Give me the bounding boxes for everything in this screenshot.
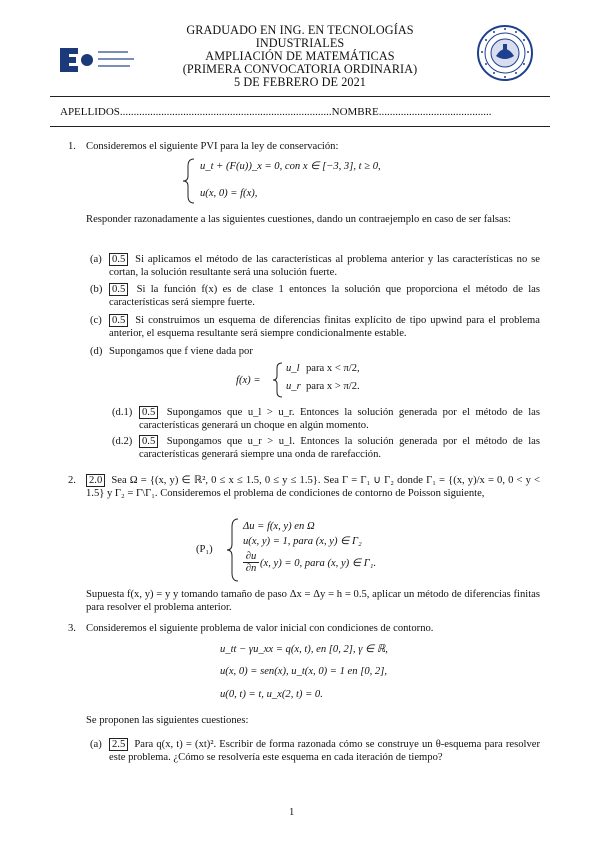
- q2-brace: [226, 518, 240, 582]
- q1a-points: 0.5: [109, 253, 128, 266]
- q1c-text: Si construimos un esquema de diferencias finitas explícito de tipo upwind para el problema anterior, el esquema resultante será siempre condicionalmente estable.: [109, 315, 540, 339]
- q2-dudn-numerator: ∂u: [243, 551, 259, 563]
- header-degree: GRADUADO EN ING. EN TECNOLOGÍAS INDUSTRIALES: [186, 23, 414, 50]
- q1d-case1-condition: para x < π/2,: [306, 363, 360, 374]
- q1b-points: 0.5: [109, 283, 128, 296]
- q1d1-item: [139, 406, 540, 432]
- q1d-f-lhs: f(x) =: [236, 375, 261, 386]
- q3-propose: Se proponen las siguientes cuestiones:: [86, 715, 249, 726]
- q1d2-label: (d.2): [112, 436, 133, 447]
- q1d2-item: [139, 435, 540, 461]
- school-logo: [60, 44, 150, 76]
- q1d-brace: [272, 362, 284, 398]
- q2-problem-label: (P₁): [196, 544, 213, 555]
- q1-intro: Consideremos el siguiente PVI para la ley de conservación:: [86, 141, 339, 152]
- q1d1-text: Supongamos que u_l > u_r. Entonces la solución generada por el método de las características generará un choque en algún momento.: [139, 407, 540, 431]
- q2-number: 2.: [68, 475, 76, 486]
- q1d1-label: (d.1): [112, 407, 133, 418]
- q1a-label: (a): [90, 254, 102, 265]
- university-seal: [476, 24, 534, 82]
- bottom-rule: [50, 126, 550, 127]
- q1d-text: Supongamos que f viene dada por: [109, 346, 253, 357]
- q1b-label: (b): [90, 284, 103, 295]
- q2-equation-dirichlet: u(x, y) = 1, para (x, y) ∈ Γ₂: [243, 536, 362, 547]
- top-rule: [50, 96, 550, 97]
- q2-normal-derivative: [243, 551, 259, 574]
- q2-text: Sea Ω = {(x, y) ∈ ℝ², 0 ≤ x ≤ 1.5, 0 ≤ y ≤ 1.5}. Sea Γ = Γ₁ ∪ Γ₂ donde Γ₁ = {(x, y)/x = 0, 0 < y < 1.5} y Γ₂ = Γ\Γ₁. Consideremos el problema de condiciones de contorno de Poisson siguiente,: [86, 475, 540, 499]
- q2-equation-neumann: (x, y) = 0, para (x, y) ∈ Γ₁.: [260, 558, 377, 569]
- header-date: 5 DE FEBRERO DE 2021: [233, 75, 366, 89]
- q1d2-points: 0.5: [139, 435, 158, 448]
- q3a-points: 2.5: [109, 738, 128, 751]
- q3a-label: (a): [90, 739, 102, 750]
- q3-equation-initial: u(x, 0) = sen(x), u_t(x, 0) = 1 en [0, 2],: [220, 666, 387, 677]
- q1-brace: [182, 158, 196, 204]
- q1c-points: 0.5: [109, 314, 128, 327]
- q1d2-text: Supongamos que u_r > u_l. Entonces la solución generada por el método de las características generará siempre una onda de rarefacción.: [139, 436, 540, 460]
- name-fields: APELLIDOS.............................................................................NOMBRE.........................................: [60, 106, 492, 118]
- q1d-case2-value: u_r: [286, 381, 301, 392]
- q2-dudn-denominator: ∂n: [245, 563, 257, 574]
- q1d-case1-value: u_l: [286, 363, 300, 374]
- q3-equation-wave: u_tt − γu_xx = q(x, t), en [0, 2], γ ∈ ℝ,: [220, 644, 388, 655]
- q1-instructions: Responder razonadamente a las siguientes cuestiones, dando un contraejemplo en caso de ser falsas:: [86, 214, 511, 225]
- q3-intro: Consideremos el siguiente problema de valor inicial con condiciones de contorno.: [86, 623, 434, 634]
- q2-task: Supuesta f(x, y) = y y tomando tamaño de paso Δx = Δy = h = 0.5, aplicar un método de diferencias finitas para resolver el problema anterior.: [86, 589, 540, 613]
- q1-number: 1.: [68, 141, 76, 152]
- q3a-item: [109, 738, 540, 764]
- q1b-item: [109, 283, 540, 309]
- q1a-item: [109, 253, 540, 279]
- q2-equation-poisson: Δu = f(x, y) en Ω: [243, 521, 315, 532]
- header-course: AMPLIACIÓN DE MATEMÁTICAS: [205, 49, 395, 63]
- header-call: (PRIMERA CONVOCATORIA ORDINARIA): [182, 62, 418, 76]
- q1d-label: (d): [90, 346, 103, 357]
- q1d1-points: 0.5: [139, 406, 158, 419]
- q1d-case2-condition: para x > π/2.: [306, 381, 360, 392]
- q2-points: 2.0: [86, 474, 105, 487]
- q3-equation-boundary: u(0, t) = t, u_x(2, t) = 0.: [220, 689, 323, 700]
- q2-statement: [86, 474, 540, 500]
- q3-number: 3.: [68, 623, 76, 634]
- exam-header: [150, 24, 450, 89]
- q1c-label: (c): [90, 315, 102, 326]
- q1-equation-initial: u(x, 0) = f(x),: [200, 188, 258, 199]
- q1a-text: Si aplicamos el método de las características al problema anterior y las características no se cortan, la solución resultante será una solución fuerte.: [109, 254, 540, 278]
- q3a-text: Para q(x, t) = (xt)². Escribir de forma razonada cómo se construye un θ-esquema para resolver este problema. ¿Cómo se resolvería este esquema en cada iteración de tiempo?: [109, 739, 540, 763]
- page-number: 1: [289, 807, 295, 818]
- q1-equation-pde: u_t + (F(u))_x = 0, con x ∈ [−3, 3], t ≥ 0,: [200, 161, 381, 172]
- q1b-text: Si la función f(x) es de clase 1 entonces la solución que proporciona el método de las características será siempre fuerte.: [109, 284, 540, 308]
- q1c-item: [109, 314, 540, 340]
